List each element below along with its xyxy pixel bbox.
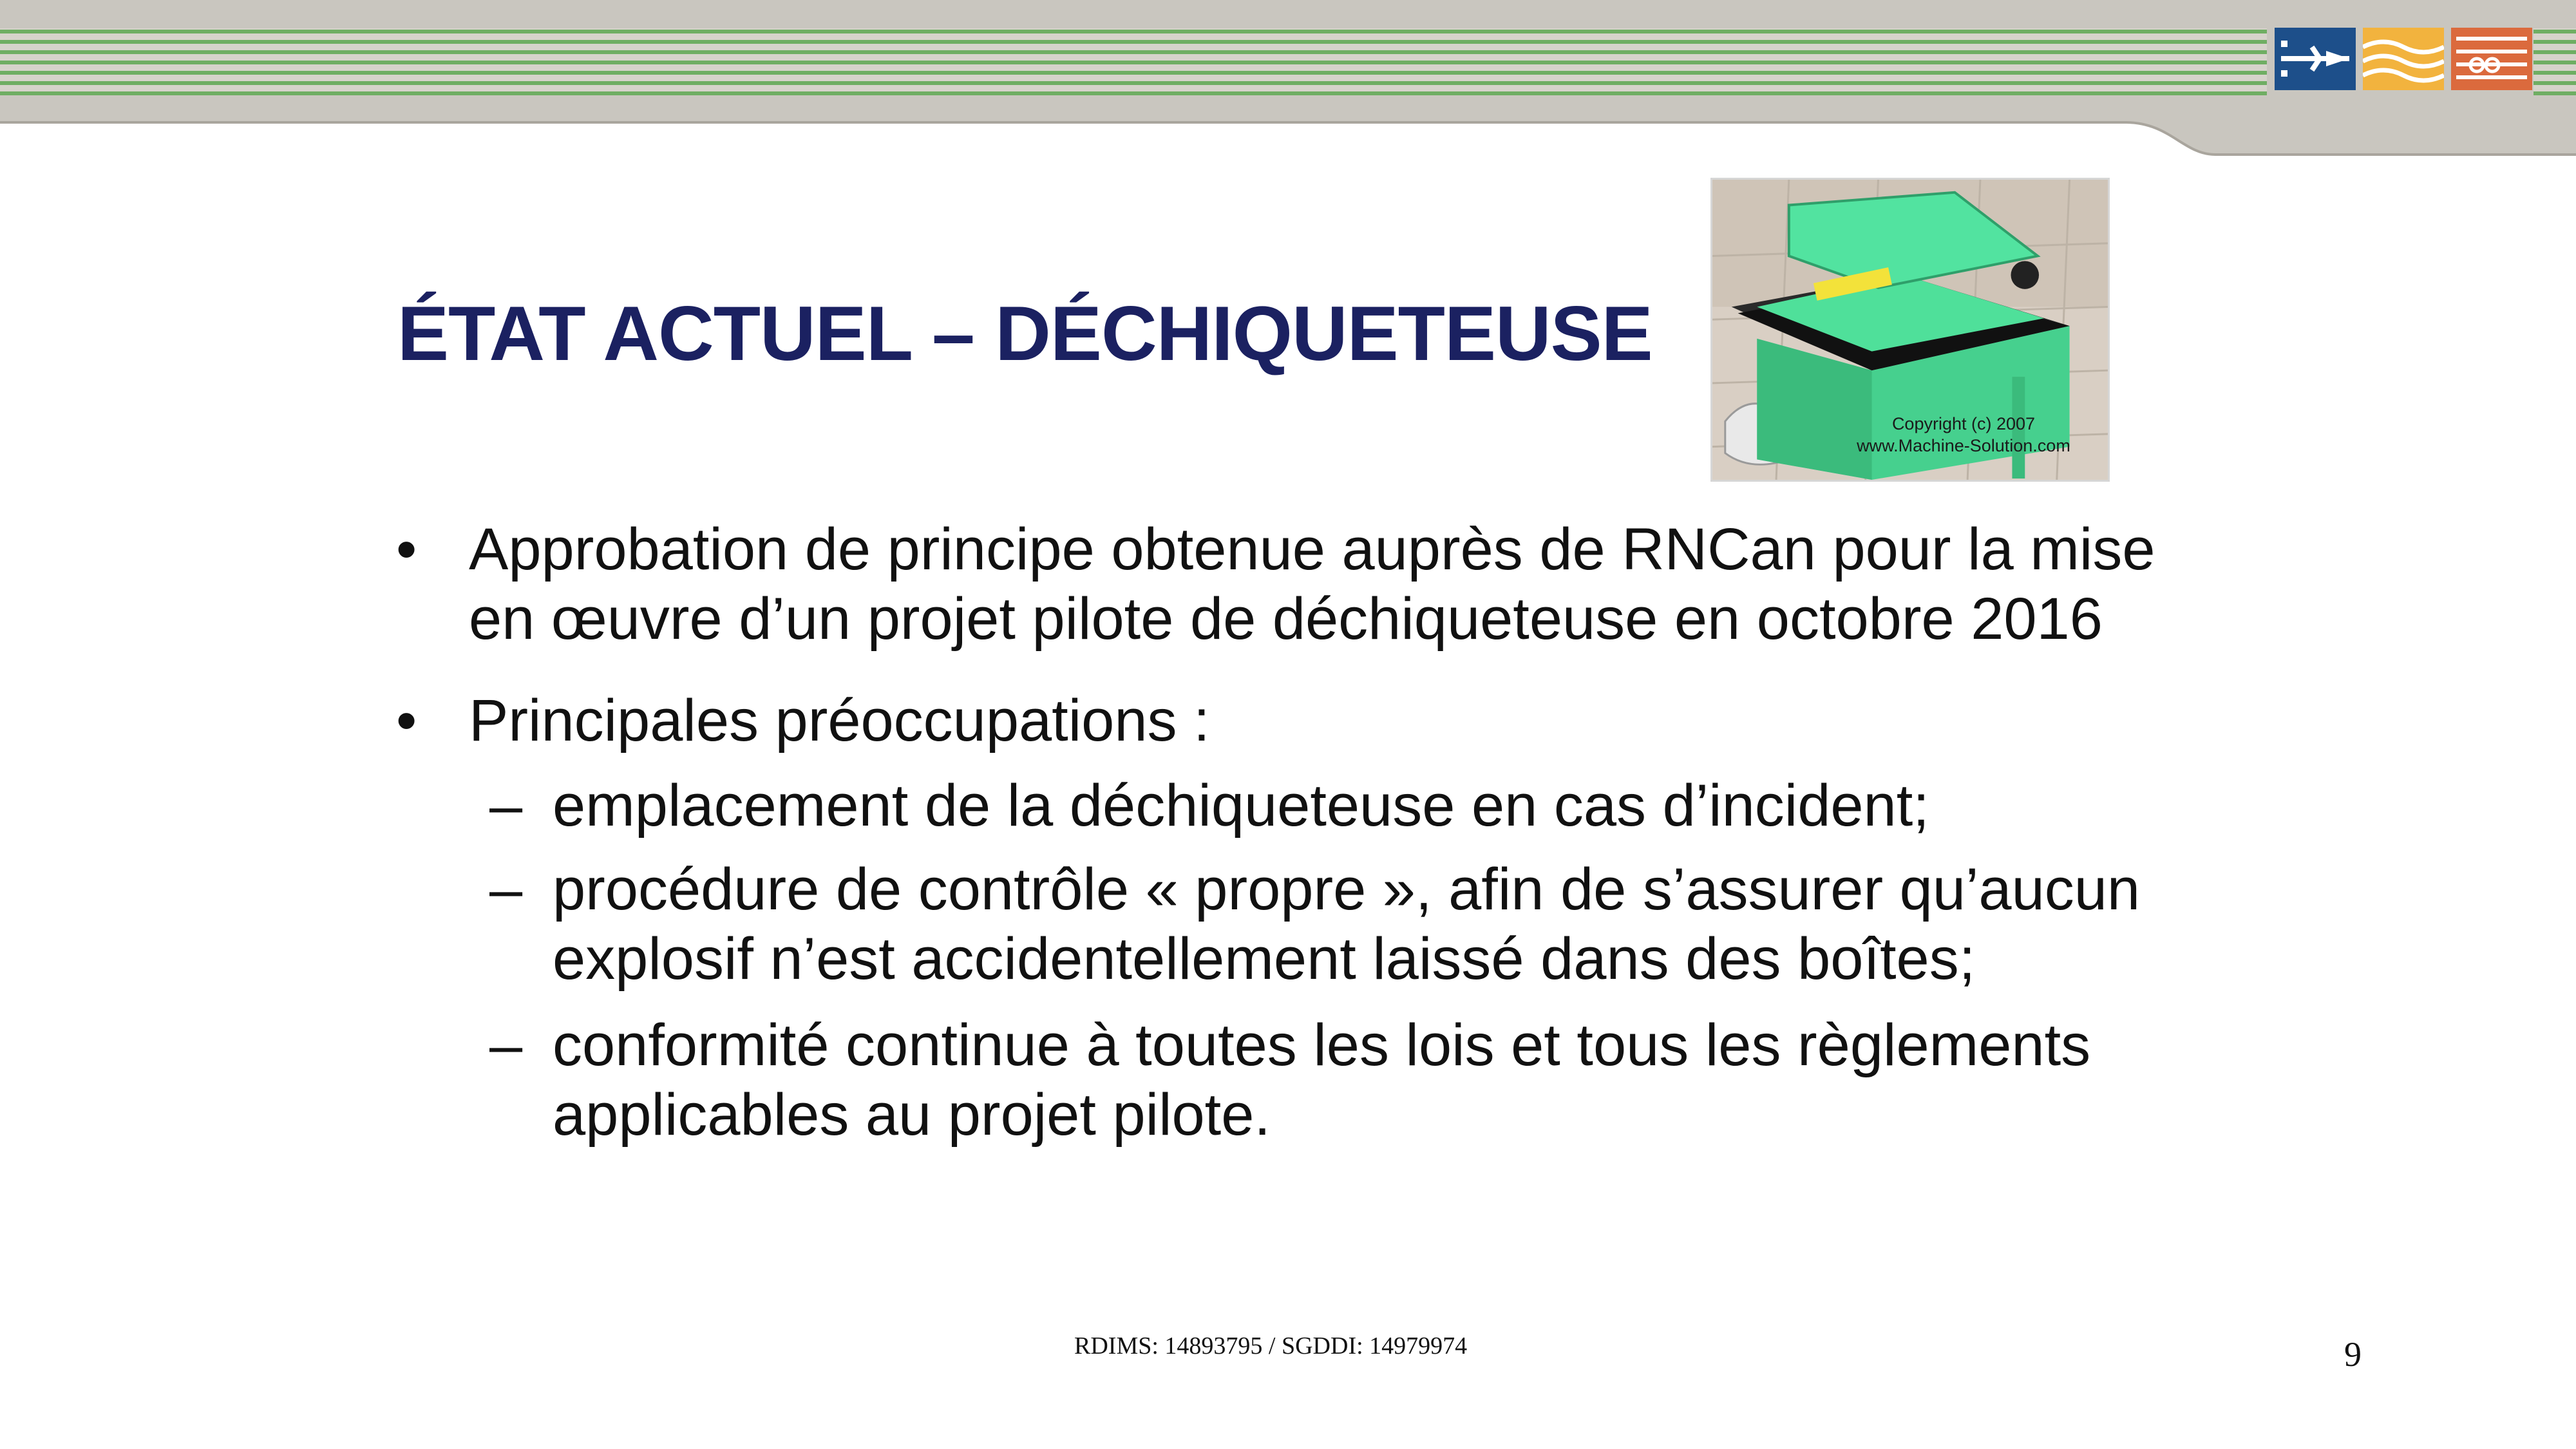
slide-title: ÉTAT ACTUEL – DÉCHIQUETEUSE bbox=[397, 290, 1653, 377]
bullet-marker: • bbox=[396, 516, 417, 582]
header-band bbox=[0, 0, 2576, 167]
bullet-2-line-1: Principales préoccupations : bbox=[469, 688, 1210, 753]
header-stripes bbox=[0, 0, 2576, 167]
sub-item-2-line-2: explosif n’est accidentellement laissé dans des boîtes; bbox=[553, 926, 1976, 992]
photo-caption-line-1: Copyright (c) 2007 bbox=[1891, 414, 2036, 433]
wave-logo-icon bbox=[2363, 28, 2444, 90]
footer-reference: RDIMS: 14893795 / SGDDI: 14979974 bbox=[1074, 1332, 1468, 1359]
shredder-photo bbox=[1710, 178, 2110, 482]
sub-item-2-line-1: procédure de contrôle « propre », afin de s’assurer qu’aucun bbox=[553, 857, 2141, 922]
page-number: 9 bbox=[2344, 1335, 2362, 1374]
photo-caption bbox=[1841, 413, 2086, 457]
sub-item-3-line-1: conformité continue à toutes les lois et tous les règlements bbox=[553, 1012, 2091, 1078]
sub-item-3-line-2: applicables au projet pilote. bbox=[553, 1082, 1271, 1148]
sub-bullet-marker: – bbox=[489, 857, 523, 922]
sub-bullet-marker: – bbox=[489, 1012, 523, 1078]
grid-logo-icon bbox=[2451, 28, 2532, 90]
bullet-1-line-2: en œuvre d’un projet pilote de déchiqueteuse en octobre 2016 bbox=[469, 586, 2103, 652]
bullet-marker: • bbox=[396, 688, 417, 753]
photo-caption-line-2: www.Machine-Solution.com bbox=[1857, 436, 2070, 455]
arrow-logo-icon bbox=[2275, 28, 2356, 90]
bullet-1-line-1: Approbation de principe obtenue auprès de RNCan pour la mise bbox=[469, 516, 2155, 582]
sub-bullet-marker: – bbox=[489, 773, 523, 838]
sub-item-1-line-1: emplacement de la déchiqueteuse en cas d’incident; bbox=[553, 773, 1929, 838]
